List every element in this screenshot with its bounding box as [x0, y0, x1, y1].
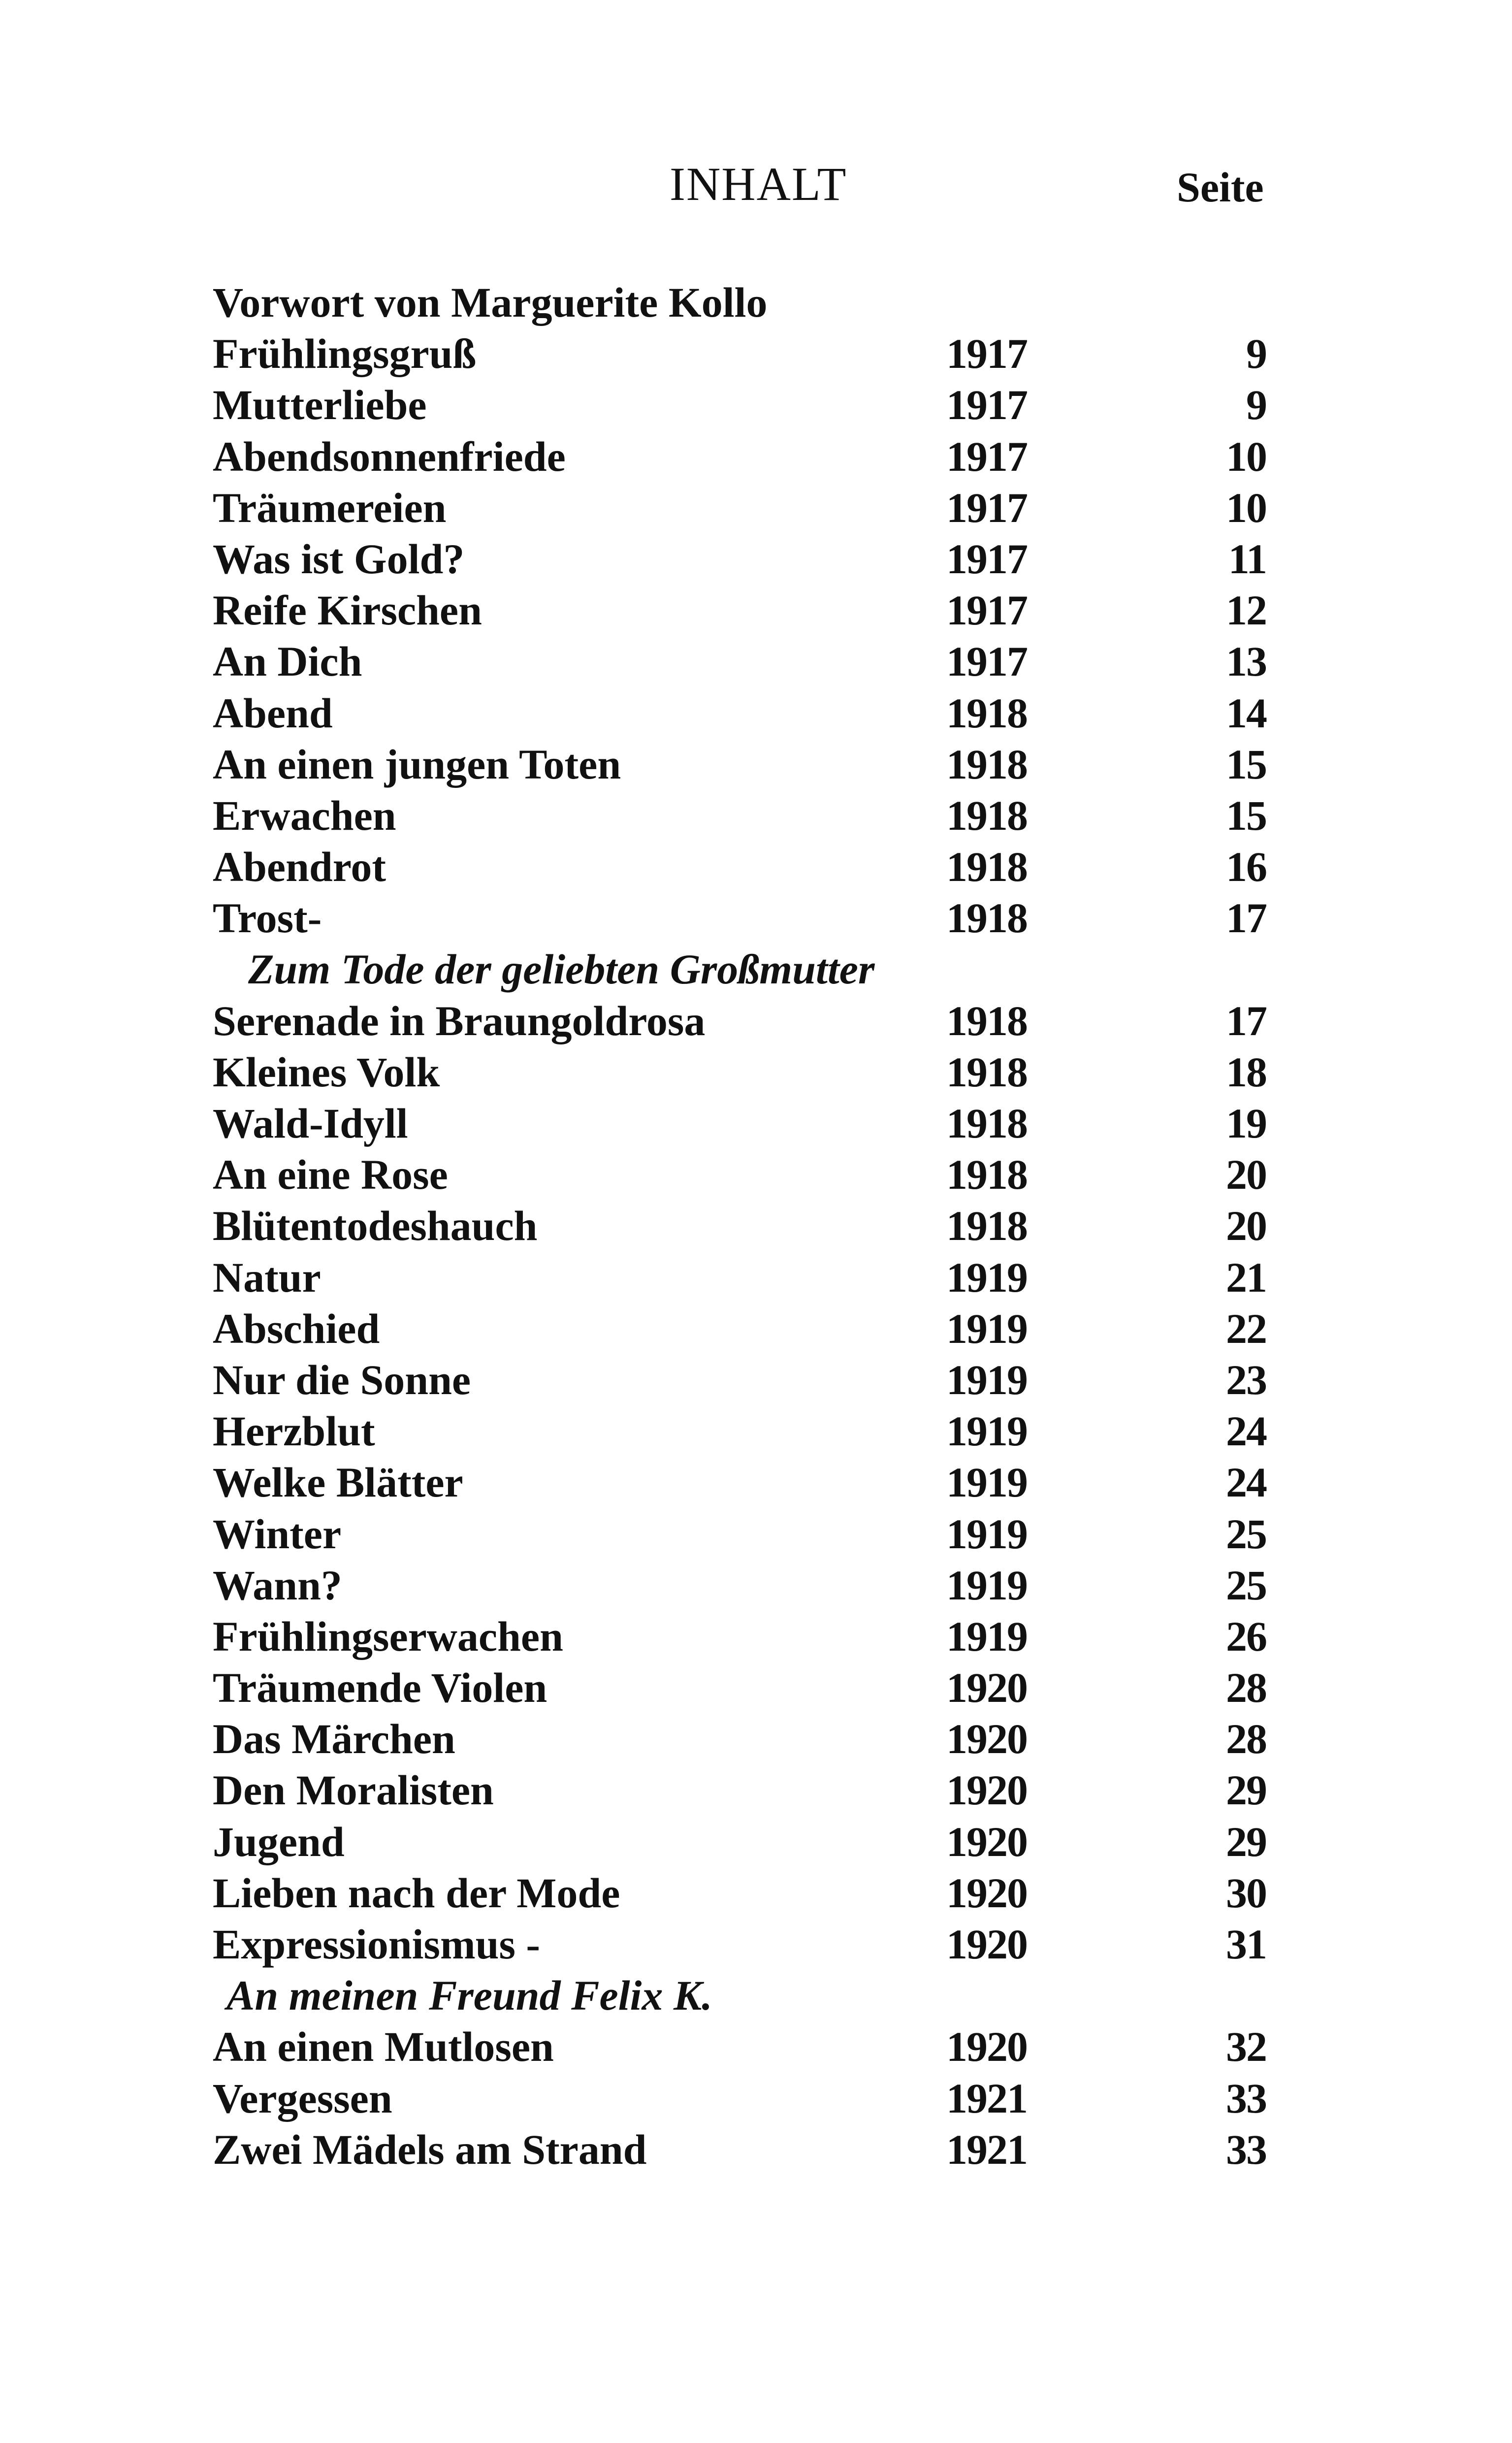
entry-page-number: 11: [1228, 535, 1266, 583]
entry-year: 1918: [946, 791, 1027, 839]
entry-year: 1918: [946, 1048, 1027, 1096]
entry-year: 1920: [946, 2023, 1027, 2071]
entry-year: 1917: [946, 330, 1027, 378]
entry-title: Vorwort von Marguerite Kollo: [213, 279, 768, 326]
entry-year: 1919: [946, 1510, 1027, 1558]
toc-entry: [213, 687, 1266, 739]
entry-year: 1919: [946, 1356, 1027, 1403]
toc-entry: [213, 277, 1266, 328]
entry-page-number: 28: [1226, 1664, 1266, 1712]
entry-title: Träumende Violen: [213, 1664, 547, 1712]
entry-page-number: 12: [1226, 586, 1266, 634]
toc-entry: [213, 892, 1266, 944]
entry-page-number: 17: [1226, 894, 1266, 942]
entry-page-number: 20: [1226, 1151, 1266, 1199]
entry-title: An eine Rose: [213, 1151, 448, 1199]
entry-title: Kleines Volk: [213, 1048, 440, 1096]
entry-year: 1917: [946, 638, 1027, 685]
entry-page-number: 15: [1226, 791, 1266, 839]
entry-page-number: 21: [1226, 1253, 1266, 1301]
entry-title: Winter: [213, 1510, 342, 1558]
toc-entry: [213, 328, 1266, 379]
entry-title: Abendsonnenfriede: [213, 432, 566, 480]
toc-entry: [213, 585, 1266, 636]
entry-title: Abend: [213, 689, 333, 737]
entry-page-number: 24: [1226, 1459, 1266, 1506]
entry-title: Expressionismus -: [213, 1921, 541, 1968]
entry-year: 1921: [946, 2074, 1027, 2122]
entry-year: 1917: [946, 586, 1027, 634]
toc-entry: [213, 2124, 1266, 2175]
entry-title: Den Moralisten: [213, 1766, 494, 1814]
entry-year: 1918: [946, 1151, 1027, 1199]
entry-page-number: 19: [1226, 1100, 1266, 1147]
entry-page-number: 20: [1226, 1202, 1266, 1250]
toc-entry: [213, 1200, 1266, 1251]
entry-year: 1920: [946, 1766, 1027, 1814]
entry-page-number: 17: [1226, 997, 1266, 1044]
entry-title: An Dich: [213, 638, 362, 685]
entry-year: 1920: [946, 1715, 1027, 1763]
entry-title: Wald-Idyll: [213, 1100, 408, 1147]
entry-title: Frühlingsgruß: [213, 330, 477, 378]
entry-page-number: 10: [1226, 432, 1266, 480]
entry-title: Natur: [213, 1253, 321, 1301]
toc-entry: [213, 1508, 1266, 1560]
entry-title: Herzblut: [213, 1407, 375, 1455]
toc-entry: [213, 1816, 1266, 1867]
entry-title: An einen jungen Toten: [213, 740, 621, 788]
entry-title: Wann?: [213, 1561, 342, 1609]
toc-entry: [213, 2021, 1266, 2072]
entry-title: Vergessen: [213, 2074, 392, 2122]
entry-title: Reife Kirschen: [213, 586, 482, 634]
entry-page-number: 29: [1226, 1766, 1266, 1814]
entry-year: 1920: [946, 1818, 1027, 1865]
toc-entry-subtitle: [213, 944, 1266, 995]
entry-title: Was ist Gold?: [213, 535, 465, 583]
entry-page-number: 22: [1226, 1304, 1266, 1352]
toc-entry: [213, 1457, 1266, 1508]
entry-year: 1920: [946, 1921, 1027, 1968]
entry-year: 1921: [946, 2125, 1027, 2173]
toc-entry: [213, 841, 1266, 892]
entry-year: 1919: [946, 1253, 1027, 1301]
page-column-label: Seite: [1177, 163, 1264, 211]
toc-entry: [213, 995, 1266, 1046]
toc-entry: [213, 739, 1266, 790]
toc-entry: [213, 1560, 1266, 1611]
entry-page-number: 13: [1226, 638, 1266, 685]
entry-year: 1918: [946, 894, 1027, 942]
entry-title: Serenade in Braungoldrosa: [213, 997, 706, 1044]
entry-page-number: 30: [1226, 1869, 1266, 1917]
entry-page-number: 9: [1246, 381, 1266, 429]
entry-year: 1919: [946, 1561, 1027, 1609]
entry-page-number: 14: [1226, 689, 1266, 737]
entry-title: Das Märchen: [213, 1715, 455, 1763]
table-of-contents: [213, 277, 1266, 2175]
entry-page-number: 10: [1226, 484, 1266, 531]
entry-page-number: 16: [1226, 843, 1266, 891]
toc-entry: [213, 1303, 1266, 1354]
toc-entry: [213, 636, 1266, 687]
toc-entry: [213, 431, 1266, 482]
entry-title: Abendrot: [213, 843, 386, 891]
entry-page-number: 24: [1226, 1407, 1266, 1455]
entry-year: 1917: [946, 535, 1027, 583]
entry-page-number: 32: [1226, 2023, 1266, 2071]
entry-title: Abschied: [213, 1304, 380, 1352]
entry-title: Blütentodeshauch: [213, 1202, 538, 1250]
toc-entry: [213, 1098, 1266, 1149]
page-title: INHALT: [670, 158, 847, 210]
entry-title: Nur die Sonne: [213, 1356, 471, 1403]
entry-year: 1919: [946, 1612, 1027, 1660]
toc-entry-subtitle: [213, 1970, 1266, 2021]
entry-title: Träumereien: [213, 484, 447, 531]
entry-year: 1918: [946, 1100, 1027, 1147]
toc-entry: [213, 482, 1266, 533]
entry-page-number: 33: [1226, 2074, 1266, 2122]
toc-entry: [213, 1867, 1266, 1919]
entry-title: Trost-: [213, 894, 322, 942]
entry-page-number: 23: [1226, 1356, 1266, 1403]
entry-year: 1918: [946, 843, 1027, 891]
toc-entry: [213, 1662, 1266, 1713]
entry-page-number: 29: [1226, 1818, 1266, 1865]
toc-entry: [213, 1252, 1266, 1303]
entry-title: Zum Tode der geliebten Großmutter: [248, 945, 875, 993]
entry-year: 1918: [946, 689, 1027, 737]
toc-entry: [213, 533, 1266, 585]
toc-entry: [213, 1046, 1266, 1098]
entry-title: Erwachen: [213, 791, 396, 839]
toc-entry: [213, 1354, 1266, 1405]
toc-entry: [213, 790, 1266, 841]
entry-title: Jugend: [213, 1818, 345, 1865]
toc-entry: [213, 1405, 1266, 1457]
entry-page-number: 25: [1226, 1561, 1266, 1609]
entry-page-number: 28: [1226, 1715, 1266, 1763]
entry-title: Mutterliebe: [213, 381, 427, 429]
entry-year: 1917: [946, 381, 1027, 429]
entry-page-number: 26: [1226, 1612, 1266, 1660]
entry-page-number: 9: [1246, 330, 1266, 378]
entry-title: An einen Mutlosen: [213, 2023, 554, 2071]
toc-entry: [213, 1611, 1266, 1662]
entry-page-number: 31: [1226, 1921, 1266, 1968]
toc-entry: [213, 1713, 1266, 1764]
entry-title: Frühlingserwachen: [213, 1612, 563, 1660]
toc-heading: [0, 157, 1512, 211]
entry-title: An meinen Freund Felix K.: [226, 1972, 712, 2020]
entry-title: Welke Blätter: [213, 1459, 463, 1506]
entry-title: Zwei Mädels am Strand: [213, 2125, 647, 2173]
entry-page-number: 33: [1226, 2125, 1266, 2173]
entry-year: 1917: [946, 432, 1027, 480]
toc-entry: [213, 379, 1266, 430]
toc-entry: [213, 2073, 1266, 2124]
entry-page-number: 18: [1226, 1048, 1266, 1096]
toc-entry: [213, 1919, 1266, 1970]
entry-year: 1918: [946, 740, 1027, 788]
entry-title: Lieben nach der Mode: [213, 1869, 620, 1917]
entry-year: 1919: [946, 1304, 1027, 1352]
entry-year: 1918: [946, 997, 1027, 1044]
entry-year: 1919: [946, 1407, 1027, 1455]
entry-page-number: 15: [1226, 740, 1266, 788]
entry-year: 1920: [946, 1664, 1027, 1712]
entry-year: 1918: [946, 1202, 1027, 1250]
entry-page-number: 25: [1226, 1510, 1266, 1558]
toc-entry: [213, 1764, 1266, 1816]
toc-entry: [213, 1149, 1266, 1200]
entry-year: 1917: [946, 484, 1027, 531]
entry-year: 1920: [946, 1869, 1027, 1917]
entry-year: 1919: [946, 1459, 1027, 1506]
